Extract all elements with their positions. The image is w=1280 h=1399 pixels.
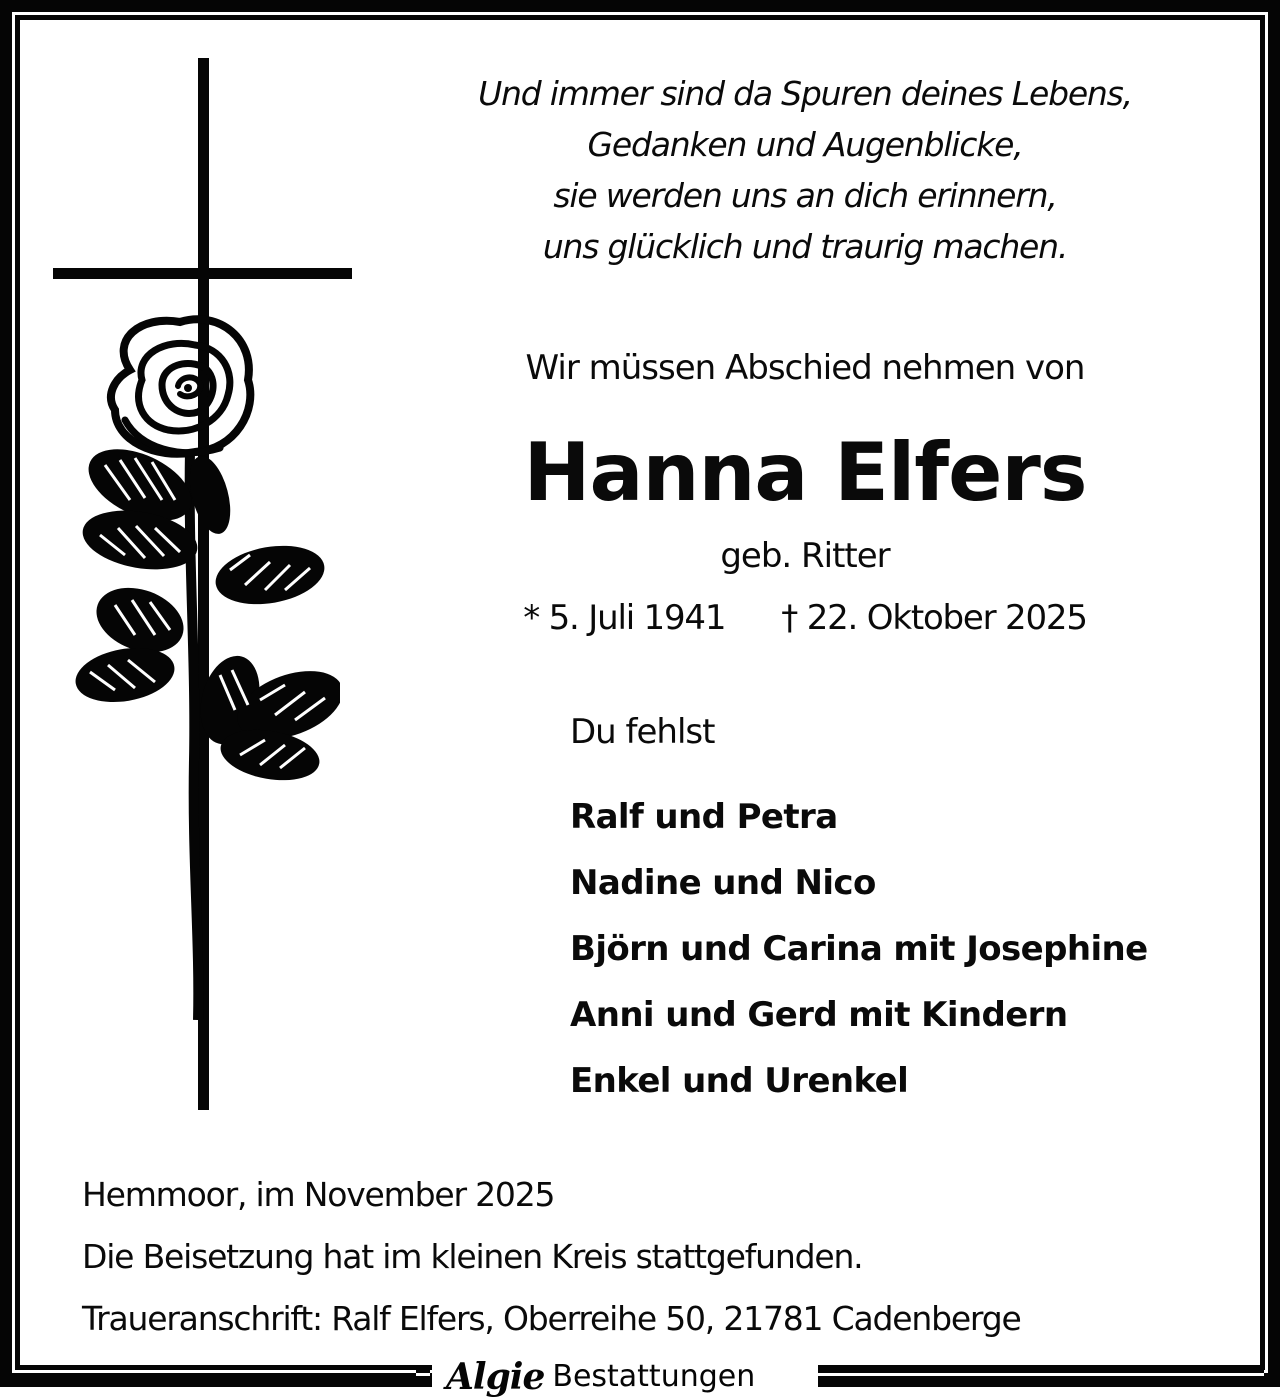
poem <box>400 68 1210 272</box>
burial-note: Die Beisetzung hat im kleinen Kreis stattgefunden. <box>82 1237 863 1276</box>
mourners-intro: Du fehlst <box>570 712 715 752</box>
mourning-address: Traueranschrift: Ralf Elfers, Oberreihe 50, 21781 Cadenberge <box>82 1299 1021 1338</box>
rose-icon <box>70 300 340 1020</box>
poem-line: uns glücklich und traurig machen. <box>542 227 1068 266</box>
footer-bar-left <box>416 1368 430 1386</box>
mourner-entry: Anni und Gerd mit Kindern <box>570 995 1068 1035</box>
mourner-entry: Ralf und Petra <box>570 797 838 837</box>
mourner-entry: Enkel und Urenkel <box>570 1061 909 1101</box>
place-date: Hemmoor, im November 2025 <box>82 1175 555 1214</box>
poem-line: sie werden uns an dich erinnern, <box>553 176 1057 215</box>
funeral-home-logo <box>446 1353 755 1397</box>
poem-line: Und immer sind da Spuren deines Lebens, <box>478 74 1132 113</box>
life-dates <box>400 594 1210 642</box>
farewell-text: Wir müssen Abschied nehmen von <box>525 348 1085 388</box>
mourners-list <box>570 784 1230 1114</box>
closing-info <box>82 1164 1232 1350</box>
birth-date: * 5. Juli 1941 <box>523 598 726 638</box>
footer-bar-right <box>818 1368 1264 1386</box>
mourner-entry: Nadine und Nico <box>570 863 876 903</box>
death-date: † 22. Oktober 2025 <box>781 598 1087 638</box>
deceased-name: Hanna Elfers <box>523 426 1087 519</box>
logo-text: Bestattungen <box>552 1359 756 1394</box>
logo-script: Algie <box>446 1356 545 1398</box>
mourner-entry: Björn und Carina mit Josephine <box>570 929 1148 969</box>
mourners <box>570 708 1230 1114</box>
maiden-name: geb. Ritter <box>720 536 890 576</box>
cross-bar-icon <box>53 268 352 279</box>
poem-line: Gedanken und Augenblicke, <box>587 125 1023 164</box>
